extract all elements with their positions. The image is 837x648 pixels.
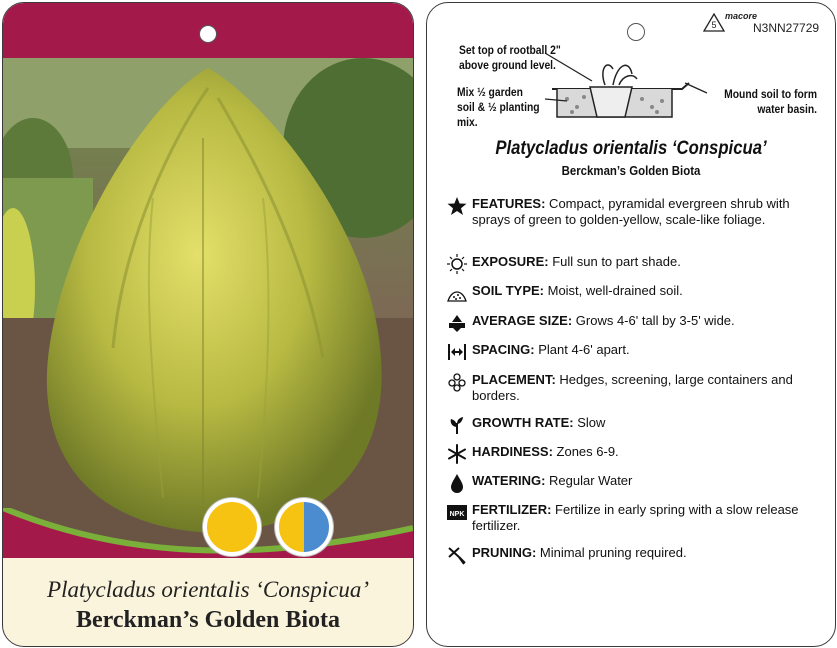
plant-photo [3, 58, 413, 558]
growth-icon [447, 415, 467, 435]
feature-label: PRUNING: [472, 545, 537, 560]
feature-spacing [447, 342, 817, 358]
sun-icon [447, 254, 467, 274]
feature-label: SOIL TYPE: [472, 283, 544, 298]
back-common-name: Berckman’s Golden Biota [561, 163, 701, 178]
feature-label: EXPOSURE: [472, 254, 549, 269]
feature-text: Minimal pruning required. [536, 545, 687, 560]
feature-label: FEATURES: [472, 196, 546, 211]
feature-placement [447, 372, 817, 404]
planting-right-note: Mound soil to form water basin. [724, 87, 817, 116]
npk-icon [447, 502, 467, 522]
feature-text: Fertilize in early spring with a slow release fertilizer. [472, 502, 799, 533]
feature-soil-type [447, 283, 817, 299]
placement-icon [447, 372, 467, 392]
feature-exposure [447, 254, 817, 270]
feature-text: Slow [573, 415, 606, 430]
npk-text: NPK [449, 511, 465, 518]
star-icon [447, 196, 467, 216]
feature-average-size [447, 313, 817, 329]
sku-code: N3NN27729 [753, 21, 820, 35]
back-latin-name: Platycladus orientalis ‘Conspicua’ [495, 138, 767, 159]
water-drop-icon [447, 473, 467, 493]
recycle-number: 5 [711, 20, 717, 30]
front-tag [2, 2, 414, 647]
feature-features [447, 196, 817, 228]
feature-text: Zones 6-9. [552, 444, 619, 459]
pruners-icon [447, 545, 467, 565]
spacing-icon [447, 342, 467, 362]
feature-label: HARDINESS: [472, 444, 553, 459]
planting-top-note: Set top of rootball 2" above ground level. [459, 43, 561, 72]
planting-diagram [427, 39, 835, 129]
feature-text: Grows 4-6' tall by 3-5' wide. [572, 313, 735, 328]
feature-label: PLACEMENT: [472, 372, 556, 387]
feature-text: Regular Water [545, 473, 633, 488]
feature-pruning [447, 545, 817, 561]
exposure-icons [3, 498, 413, 558]
full-sun-icon [203, 498, 261, 556]
feature-text: Compact, pyramidal evergreen shrub with sprays of green to golden-yellow, scale-like foliage. [472, 196, 790, 227]
snowflake-icon [447, 444, 467, 464]
part-shade-icon [275, 498, 333, 556]
front-common-name: Berckman’s Golden Biota [75, 607, 340, 633]
feature-text: Hedges, screening, large containers and borders. [472, 372, 793, 403]
feature-text: Full sun to part shade. [548, 254, 681, 269]
front-latin-name: Platycladus orientalis ‘Conspicua’ [47, 577, 369, 602]
planting-left-note: Mix ½ garden soil & ½ planting mix. [457, 85, 540, 129]
height-icon [447, 313, 467, 333]
feature-label: SPACING: [472, 342, 535, 357]
feature-text: Plant 4-6' apart. [534, 342, 630, 357]
feature-label: GROWTH RATE: [472, 415, 574, 430]
feature-growth-rate [447, 415, 817, 431]
feature-label: AVERAGE SIZE: [472, 313, 573, 328]
feature-fertilizer [447, 502, 817, 534]
brand-mark: macore [725, 11, 758, 21]
back-tag [426, 2, 836, 647]
feature-label: WATERING: [472, 473, 546, 488]
feature-text: Moist, well-drained soil. [544, 283, 683, 298]
soil-icon [447, 283, 467, 303]
hang-hole [199, 25, 217, 43]
feature-watering [447, 473, 817, 489]
feature-label: FERTILIZER: [472, 502, 552, 517]
feature-hardiness [447, 444, 817, 460]
recycle-icon [703, 13, 725, 33]
